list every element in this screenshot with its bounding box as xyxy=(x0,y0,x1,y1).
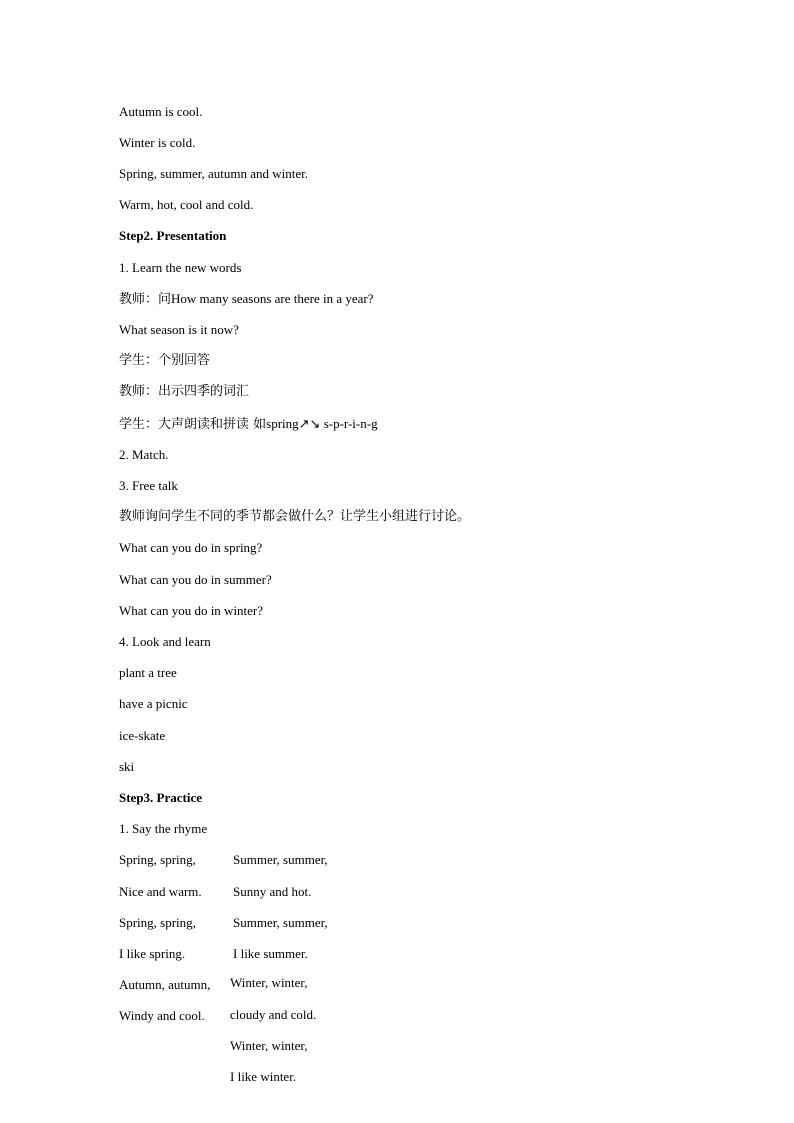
student-answer-line: 学生：个别回答 xyxy=(119,353,211,368)
rhyme-line-right: Summer, summer, xyxy=(233,915,328,930)
text-line: Spring, summer, autumn and winter. xyxy=(119,166,309,181)
spelling-text: s-p-r-i-n-g xyxy=(323,416,378,431)
example-word: spring xyxy=(266,416,299,431)
section-heading: Step3. Practice xyxy=(119,790,203,805)
text-line: Warm, hot, cool and cold. xyxy=(119,197,254,212)
text-line: Autumn is cool. xyxy=(119,104,203,119)
rhyme-line-right: I like winter. xyxy=(230,1069,297,1084)
list-item: 1. Learn the new words xyxy=(119,260,242,275)
speaker-label: 教师： xyxy=(119,292,159,307)
text-line: ice-skate xyxy=(119,728,166,743)
teacher-show-line: 教师：出示四季的词汇 xyxy=(119,384,250,399)
rhyme-line-right: Sunny and hot. xyxy=(233,884,312,899)
teacher-discuss-line: 教师询问学生不同的季节都会做什么？让学生小组进行讨论。 xyxy=(119,509,471,524)
list-item: 4. Look and learn xyxy=(119,634,211,649)
text-line: What season is it now? xyxy=(119,322,239,337)
list-item: 3. Free talk xyxy=(119,478,178,493)
text-line: What can you do in spring? xyxy=(119,540,263,555)
student-read-line xyxy=(119,416,378,433)
rhyme-line-left: Spring, spring, xyxy=(119,915,196,930)
text-line: What can you do in summer? xyxy=(119,572,272,587)
section-heading: Step2. Presentation xyxy=(119,228,227,243)
question-text: How many seasons are there in a year? xyxy=(171,291,374,306)
cjk-text: 问 xyxy=(158,292,172,307)
text-line: plant a tree xyxy=(119,665,177,680)
rhyme-line-left: Windy and cool. xyxy=(119,1008,205,1023)
cjk-text: 学生：大声朗读和拼读 如 xyxy=(119,417,267,432)
text-line: have a picnic xyxy=(119,696,188,711)
list-item: 2. Match. xyxy=(119,447,169,462)
rhyme-line-right: I like summer. xyxy=(233,946,308,961)
rhyme-line-left: Autumn, autumn, xyxy=(119,977,211,992)
rhyme-line-right: Winter, winter, xyxy=(230,1038,308,1053)
list-item: 1. Say the rhyme xyxy=(119,821,208,836)
text-line: Winter is cold. xyxy=(119,135,196,150)
rhyme-line-left: Nice and warm. xyxy=(119,884,202,899)
rhyme-line-right: cloudy and cold. xyxy=(230,1007,317,1022)
rhyme-line-right: Winter, winter, xyxy=(230,975,308,990)
teacher-question-line xyxy=(119,291,374,308)
rhyme-line-left: I like spring. xyxy=(119,946,186,961)
text-line: ski xyxy=(119,759,135,774)
rhyme-line-left: Spring, spring, xyxy=(119,852,196,867)
rhyme-line-right: Summer, summer, xyxy=(233,852,328,867)
intonation-arrows: ↗↘ xyxy=(298,417,321,432)
text-line: What can you do in winter? xyxy=(119,603,264,618)
